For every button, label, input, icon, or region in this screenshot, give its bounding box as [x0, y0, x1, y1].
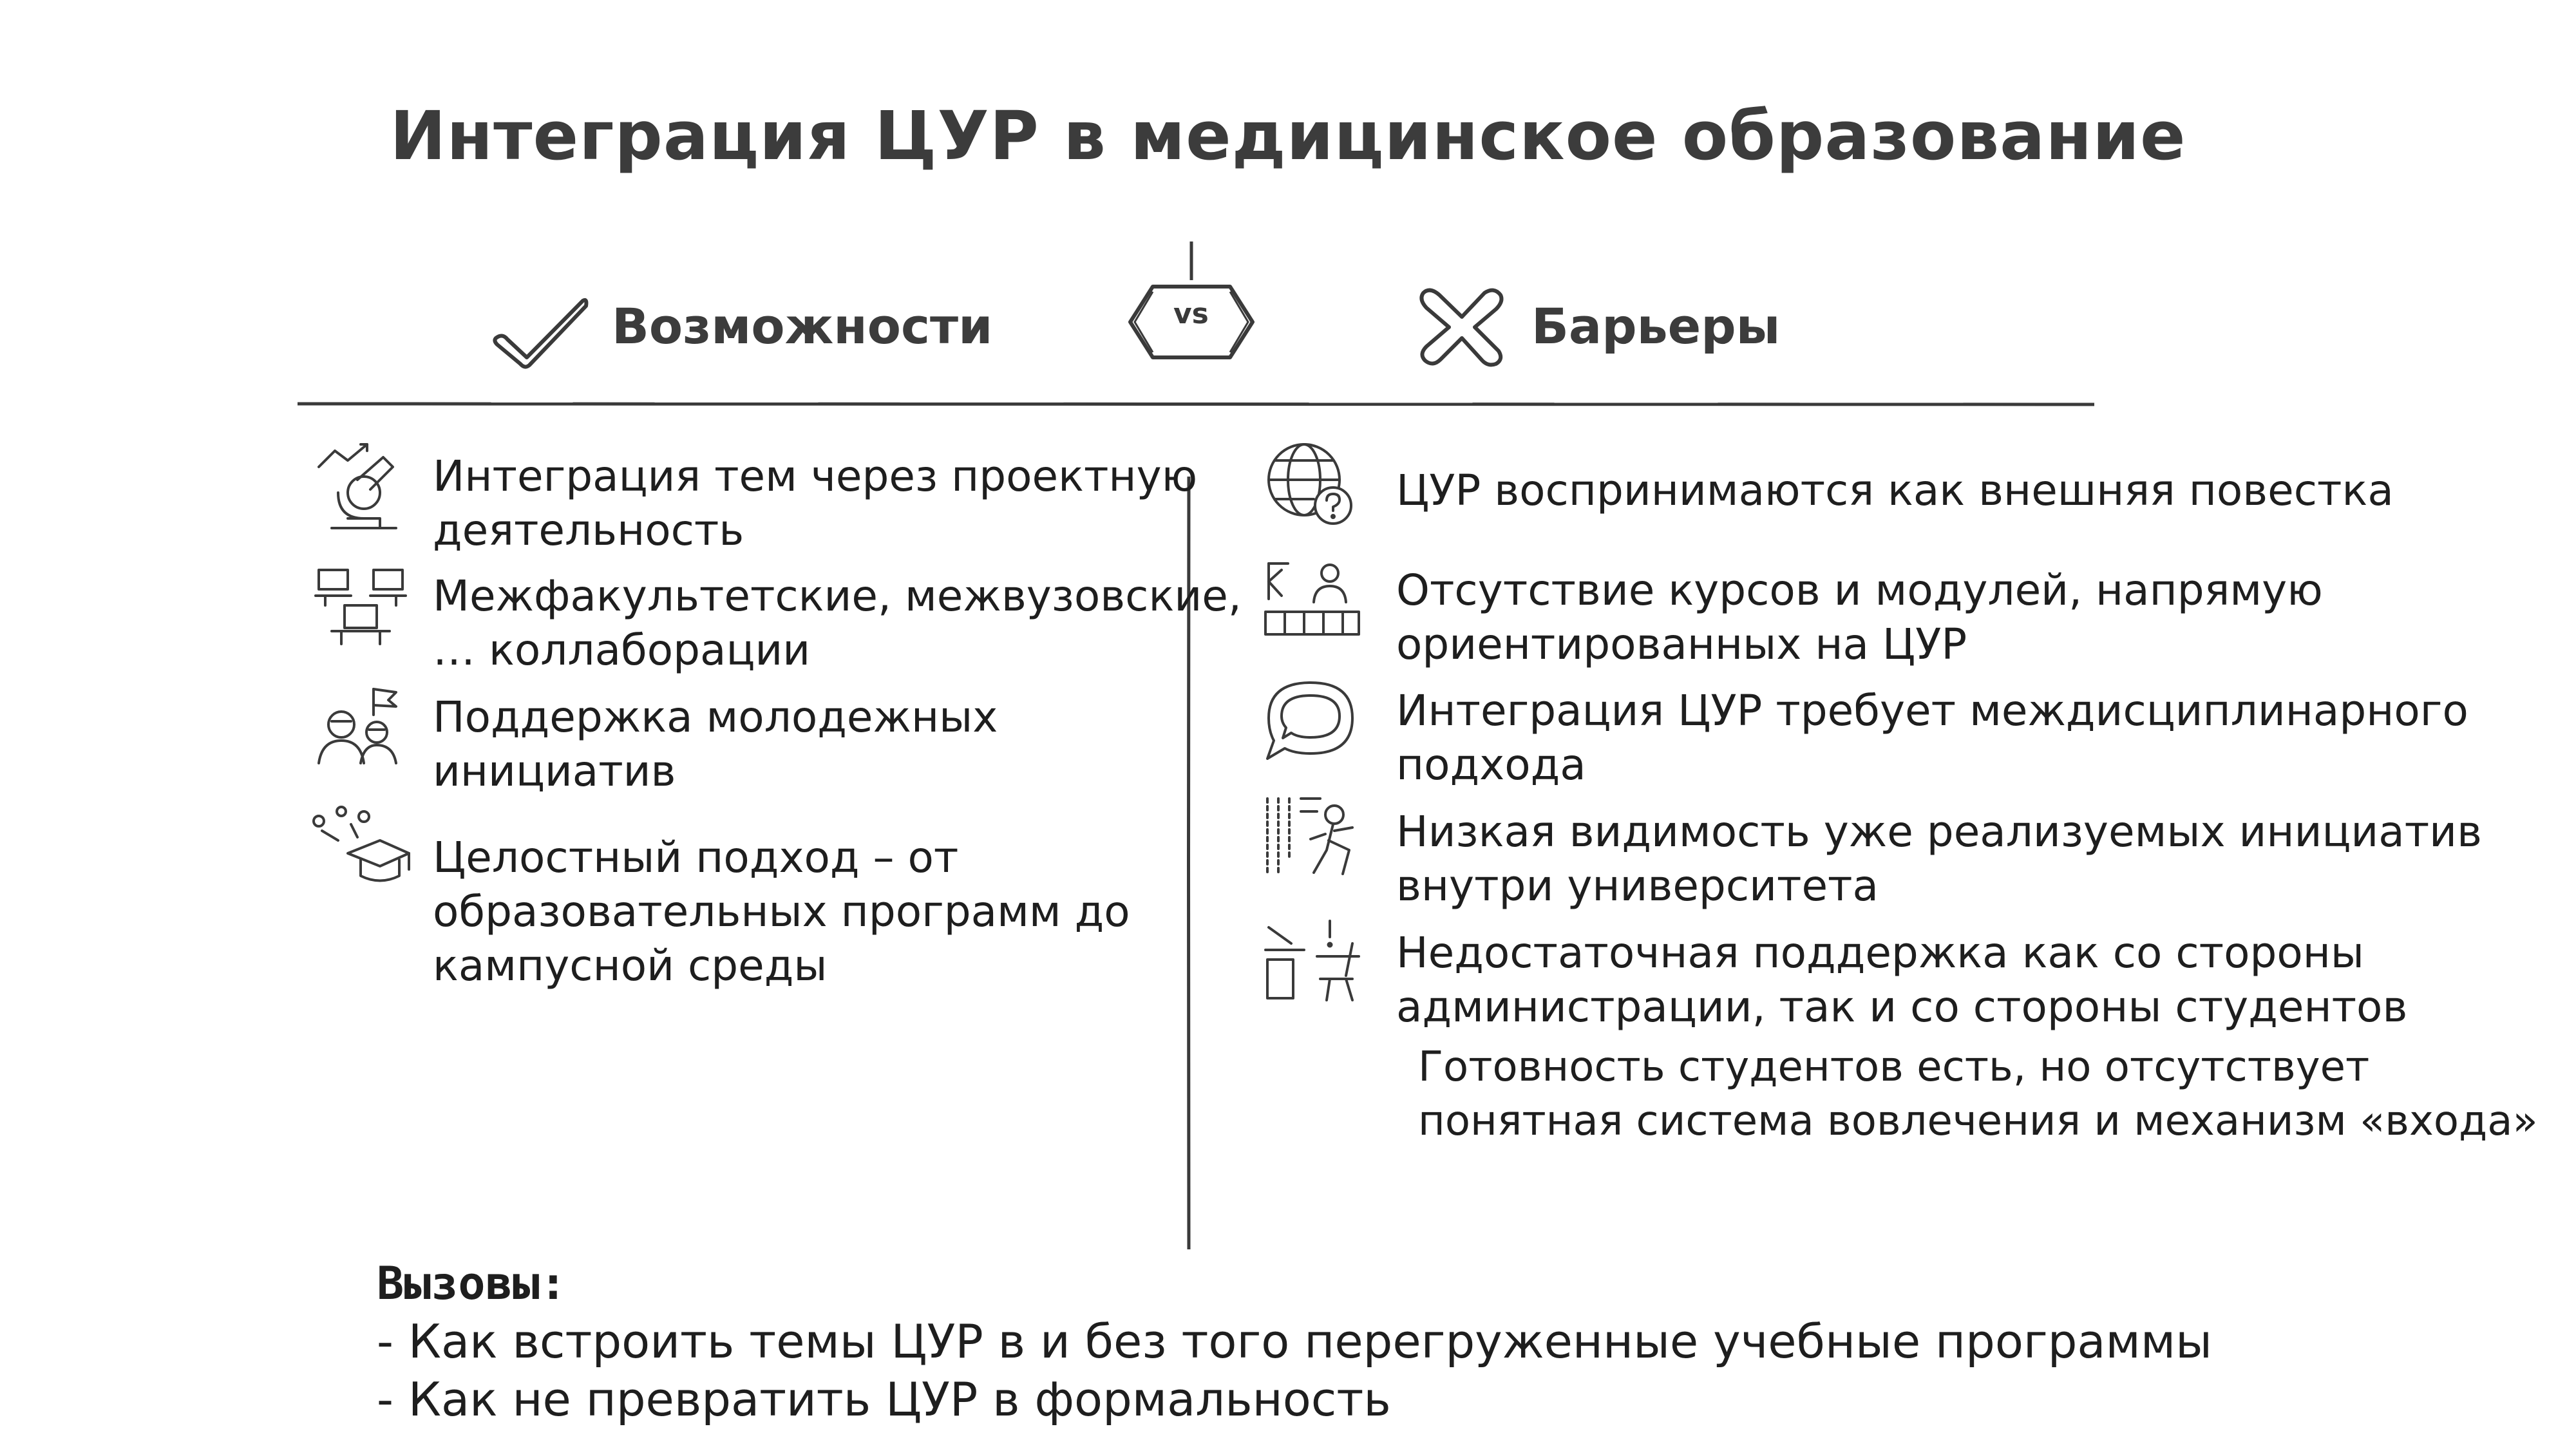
opportunities-heading: Возможности — [612, 298, 993, 355]
barrier-item-1: ЦУР воспринимаются как внешняя повестка — [1396, 466, 2394, 515]
data-person-icon — [1262, 795, 1362, 879]
cross-icon — [1414, 283, 1510, 367]
barriers-heading: Барьеры — [1531, 298, 1781, 355]
globe-question-icon — [1262, 438, 1359, 528]
barrier-item-5: Недостаточная поддержка как со стороны администрации, так и со стороны студентов — [1396, 928, 2408, 1032]
barrier-item-3: Интеграция ЦУР требует междисциплинарного подхода — [1396, 686, 2468, 790]
barrier-item-4: Низкая видимость уже реализуемых инициатив внутри университета — [1396, 807, 2482, 911]
opportunity-item-3: Поддержка молодежных инициатив — [433, 692, 998, 796]
barrier-note: Готовность студентов есть, но отсутствует понятная система вовлечения и механизм «входа» — [1418, 1043, 2538, 1145]
graduation-cap-icon — [309, 805, 412, 889]
barrier-item-2: Отсутствие курсов и модулей, напрямую ориентированных на ЦУР — [1396, 565, 2323, 669]
page-title: Интеграция ЦУР в медицинское образование — [390, 97, 2186, 175]
versus-label: vs — [1173, 298, 1209, 330]
challenges-block — [377, 1255, 2212, 1428]
classroom-blocks-icon — [1262, 557, 1362, 641]
desk-alert-icon — [1262, 918, 1365, 1005]
checkmark-icon — [489, 293, 592, 370]
opportunity-item-1: Интеграция тем через проектную деятельность — [433, 451, 1198, 555]
opportunity-item-2: Межфакультетские, межвузовские, … коллаборации — [433, 571, 1242, 675]
youth-group-icon — [312, 686, 409, 770]
speech-bubble-icon — [1262, 676, 1359, 766]
collaboration-desks-icon — [312, 564, 409, 647]
microscope-growth-icon — [312, 441, 409, 538]
challenges-title: Вызовы: — [377, 1257, 567, 1310]
horizontal-divider — [298, 397, 2094, 410]
opportunity-item-4: Целостный подход – от образовательных программ до кампусной среды — [433, 833, 1130, 990]
challenge-line-2: - Как не превратить ЦУР в формальность — [377, 1372, 1391, 1426]
challenge-line-1: - Как встроить темы ЦУР в и без того перегруженные учебные программы — [377, 1314, 2213, 1368]
